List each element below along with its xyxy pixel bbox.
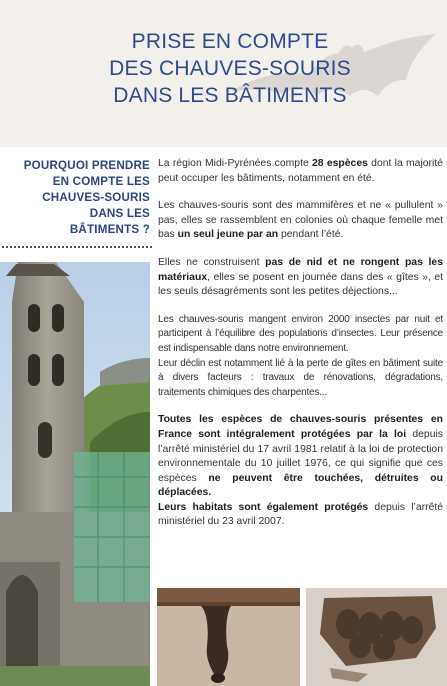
paragraph-species: La région Midi-Pyrénées compte 28 espèces dont la majorité peut occuper les bâtiments, notamment en été. xyxy=(158,158,443,184)
bat-colony-photo xyxy=(306,588,447,686)
page-title xyxy=(0,28,447,109)
question-line: EN COMPTE LES xyxy=(52,175,150,188)
question-line: CHAUVES-SOURIS xyxy=(42,191,150,204)
title-line: PRISE EN COMPTE xyxy=(131,30,329,53)
section-question xyxy=(2,158,150,238)
dotted-divider xyxy=(2,246,152,248)
article-body xyxy=(158,157,443,543)
paragraph-no-nest: Elles ne construisent pas de nid et ne rongent pas les matériaux, elles se posent en journée dans des « gîtes », et les seuls désagréments sont les petites déjections... xyxy=(158,256,443,298)
paragraph-decline: Leur déclin est notamment lié à la perte de gîtes en bâtiment suite à divers facteurs : travaux de rénovations, dégradations, traitements chimiques des charpentes... xyxy=(158,357,443,398)
title-line: DANS LES BÂTIMENTS xyxy=(113,84,347,107)
paragraph-habitats: Leurs habitats sont également protégés depuis l’arrêté ministériel du 23 avril 2007. xyxy=(158,501,444,528)
title-line: DES CHAUVES-SOURIS xyxy=(109,57,351,80)
question-line: BÂTIMENTS ? xyxy=(69,223,150,236)
question-line: DANS LES xyxy=(89,207,150,220)
hanging-bat-photo xyxy=(157,588,300,686)
header-banner xyxy=(0,0,447,147)
church-tower-photo xyxy=(0,262,150,686)
paragraph-insects: Les chauves-souris mangent environ 2000 insectes par nuit et participent à l’équilibre des populations d’insectes. Leur présence est indispensable dans notre environnement. xyxy=(158,313,443,354)
paragraph-protection: Toutes les espèces de chauves-souris présentes en France sont intégralement protégées par la loi depuis l’arrêté ministériel du 17 avril 1981 relatif à la loi de protection environnementale du 10 juillet 1976, ce qui signifie que ces espèces ne peuvent être touchées, détruites ou déplacées. xyxy=(158,414,443,499)
paragraph-mammals: Les chauves-souris sont des mammifères et ne « pullulent » pas, elles se rassemblent en colonies où chaque femelle met bas un seul jeune par an pendant l’été. xyxy=(158,200,443,241)
question-line: POURQUOI PRENDRE xyxy=(23,159,150,172)
